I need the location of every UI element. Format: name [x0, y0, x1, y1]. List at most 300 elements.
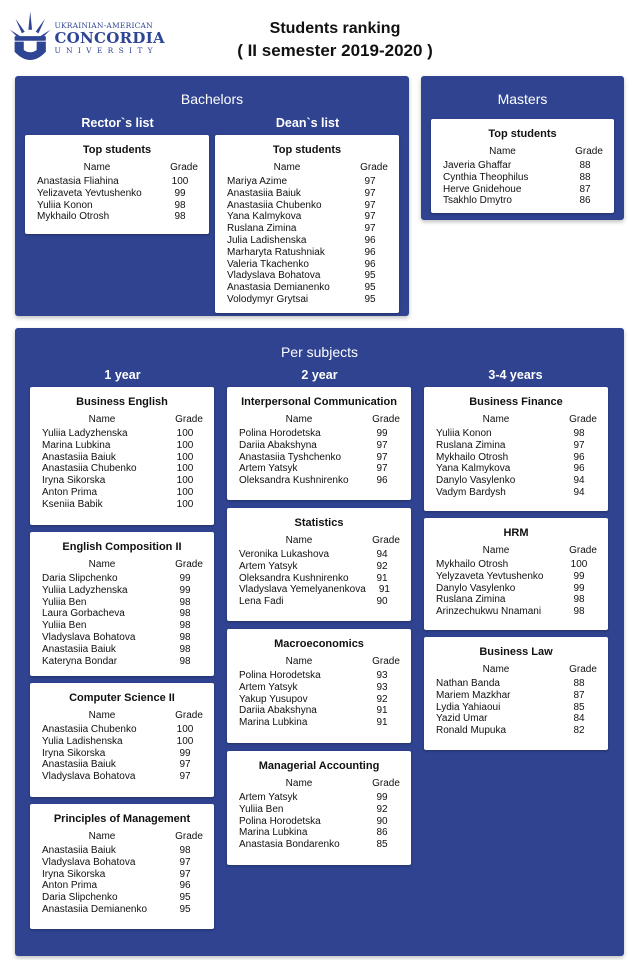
student-name: Anastasiia Chubenko [227, 199, 322, 211]
student-grade: 82 [573, 725, 585, 737]
table-header [227, 535, 411, 546]
table-row [424, 678, 608, 690]
table-row [30, 748, 214, 760]
subject-card-statistics [227, 508, 411, 621]
student-grade: 100 [176, 735, 194, 747]
table-header [30, 831, 214, 842]
table-row [30, 632, 214, 644]
student-name: Yuliia Ladyzhenska [42, 584, 128, 596]
table-row [30, 475, 214, 487]
table-body [30, 573, 214, 667]
table-body [227, 428, 411, 487]
student-name: Anastasiia Demianenko [42, 903, 148, 915]
table-row [215, 211, 399, 223]
column-header-grade: Grade [360, 162, 388, 173]
student-grade: 85 [376, 839, 388, 851]
column-header-grade: Grade [569, 414, 597, 425]
masters-top-students-card [431, 119, 614, 213]
student-grade: 99 [179, 584, 191, 596]
student-name: Iryna Sikorska [42, 868, 106, 880]
table-row [227, 428, 411, 440]
table-body [215, 176, 399, 306]
student-grade: 91 [376, 705, 388, 717]
student-grade: 86 [376, 827, 388, 839]
student-grade: 99 [573, 570, 585, 582]
table-row [227, 705, 411, 717]
student-name: Iryna Sikorska [42, 475, 106, 487]
student-name: Kateryna Bondar [42, 655, 118, 667]
student-grade: 98 [573, 428, 585, 439]
subject-title: Statistics [294, 517, 344, 529]
column-header-name: Name [88, 559, 116, 570]
table-row [424, 606, 608, 618]
table-body [227, 549, 411, 608]
column-header-name: Name [482, 664, 510, 675]
table-row [25, 211, 209, 223]
student-grade: 100 [176, 463, 194, 475]
student-grade: 98 [179, 596, 191, 608]
student-grade: 100 [176, 451, 194, 463]
student-grade: 97 [179, 856, 191, 868]
student-grade: 95 [364, 270, 376, 282]
title-line2: ( II semester 2019-2020 ) [237, 41, 433, 60]
student-name: Polina Horodetska [239, 428, 321, 439]
column-header-grade: Grade [175, 414, 203, 425]
student-name: Mariya Azime [227, 176, 288, 187]
table-row [30, 771, 214, 783]
table-row [30, 620, 214, 632]
student-grade: 96 [364, 246, 376, 258]
table-row [30, 573, 214, 585]
student-name: Yuliia Ben [42, 596, 87, 608]
year-label-2: 2 year [301, 368, 338, 382]
page-title [175, 20, 495, 61]
student-grade: 84 [573, 713, 585, 725]
column-header-grade: Grade [575, 146, 603, 157]
student-grade: 95 [179, 892, 191, 904]
student-name: Artem Yatsyk [239, 681, 298, 693]
student-name: Vladyslava Yemelyanenkova [239, 584, 366, 596]
student-grade: 96 [573, 451, 585, 463]
card-title: Top students [272, 144, 342, 156]
table-row [227, 670, 411, 682]
table-row [431, 184, 614, 196]
student-name: Iryna Sikorska [42, 747, 106, 759]
table-row [424, 690, 608, 702]
masters-title: Masters [497, 91, 548, 107]
student-grade: 91 [378, 584, 390, 596]
subject-title: Interpersonal Communication [241, 396, 397, 408]
student-grade: 97 [179, 771, 191, 783]
table-body [227, 670, 411, 729]
logo-main-text: CONCORDIA [54, 28, 165, 47]
column-header-name: Name [285, 535, 313, 546]
table-row [215, 259, 399, 271]
subject-card-business-law [424, 637, 608, 750]
student-grade: 99 [573, 582, 585, 594]
table-row [424, 475, 608, 487]
table-row [227, 827, 411, 839]
student-name: Mykhailo Otrosh [436, 451, 509, 463]
student-name: Herve Gnidehoue [443, 183, 522, 195]
table-body [30, 428, 214, 511]
rectors-list-card [25, 135, 209, 234]
student-name: Artem Yatsyk [239, 560, 298, 572]
student-name: Daria Slipchenko [42, 892, 118, 904]
student-grade: 100 [570, 559, 588, 570]
table-row [30, 845, 214, 857]
student-grade: 97 [179, 759, 191, 771]
student-name: Marharyta Ratushniak [227, 246, 325, 258]
table-row [431, 160, 614, 172]
student-grade: 93 [376, 681, 388, 693]
student-name: Anastasiia Chubenko [42, 463, 137, 475]
student-name: Yelyzaveta Yevtushenko [436, 570, 544, 582]
student-name: Yuliia Ben [239, 803, 284, 815]
student-grade: 95 [364, 282, 376, 294]
table-row [215, 270, 399, 282]
subject-card-principles-of-management [30, 804, 214, 929]
table-row [25, 200, 209, 212]
student-grade: 100 [176, 486, 194, 498]
table-row [215, 235, 399, 247]
student-name: Vladyslava Bohatova [42, 856, 136, 868]
table-row [424, 583, 608, 595]
table-row [215, 247, 399, 259]
student-grade: 93 [376, 670, 388, 681]
student-grade: 92 [376, 693, 388, 705]
student-grade: 100 [176, 498, 194, 510]
student-name: Daria Slipchenko [42, 573, 118, 584]
student-grade: 100 [176, 439, 194, 451]
statue-of-liberty-crown-icon [10, 9, 50, 67]
student-name: Danylo Vasylenko [436, 582, 516, 594]
student-grade: 96 [364, 234, 376, 246]
student-name: Marina Lubkina [239, 827, 308, 839]
student-name: Anastasia Bondarenko [239, 839, 340, 851]
student-grade: 91 [376, 717, 388, 729]
table-header [227, 414, 411, 425]
subject-title: Business Finance [469, 396, 563, 408]
table-header [424, 664, 608, 675]
table-header [227, 656, 411, 667]
student-grade: 97 [364, 176, 376, 187]
student-name: Ronald Mupuka [436, 725, 507, 737]
table-row [424, 428, 608, 440]
student-grade: 88 [579, 160, 591, 171]
year-label-1: 1 year [104, 368, 141, 382]
student-grade: 97 [364, 199, 376, 211]
student-grade: 100 [176, 475, 194, 487]
table-row [30, 892, 214, 904]
table-row [30, 597, 214, 609]
student-grade: 94 [573, 486, 585, 498]
student-grade: 96 [364, 258, 376, 270]
table-row [215, 176, 399, 188]
subject-title: Business English [76, 396, 168, 408]
student-name: Yakup Yusupov [239, 693, 308, 705]
table-row [30, 736, 214, 748]
table-body [30, 845, 214, 916]
column-header-name: Name [83, 162, 111, 173]
student-grade: 97 [364, 187, 376, 199]
column-header-grade: Grade [372, 414, 400, 425]
card-title: Top students [488, 128, 557, 140]
student-name: Dariia Abakshyna [239, 439, 317, 451]
student-grade: 99 [376, 792, 388, 803]
student-grade: 88 [579, 171, 591, 183]
student-grade: 99 [179, 573, 191, 584]
student-name: Julia Ladishenska [227, 234, 307, 246]
student-name: Laura Gorbacheva [42, 608, 125, 620]
table-row [30, 869, 214, 881]
table-row [215, 188, 399, 200]
student-name: Valeria Tkachenko [227, 258, 309, 270]
table-body [424, 559, 608, 618]
student-grade: 87 [573, 689, 585, 701]
table-row [227, 596, 411, 608]
subject-title: HRM [503, 527, 529, 539]
student-grade: 95 [364, 293, 376, 305]
student-grade: 97 [573, 439, 585, 451]
table-row [215, 200, 399, 212]
student-name: Yazid Umar [436, 713, 488, 725]
student-name: Lena Fadi [239, 596, 284, 608]
student-grade: 97 [376, 451, 388, 463]
student-grade: 97 [364, 223, 376, 235]
subject-title: English Composition II [62, 541, 182, 553]
student-grade: 98 [573, 606, 585, 618]
table-row [227, 717, 411, 729]
student-name: Anastasiia Baiuk [42, 845, 116, 856]
student-grade: 95 [179, 903, 191, 915]
table-row [227, 463, 411, 475]
table-row [30, 608, 214, 620]
table-row [424, 440, 608, 452]
student-name: Anastasiia Baiuk [42, 643, 116, 655]
table-row [227, 804, 411, 816]
table-body [25, 176, 209, 223]
table-row [431, 195, 614, 207]
student-grade: 100 [176, 428, 194, 439]
table-row [424, 463, 608, 475]
year-label-3-4: 3-4 years [488, 368, 543, 382]
student-name: Yuliia Ben [42, 620, 87, 632]
table-row [30, 499, 214, 511]
student-name: Yelizaveta Yevtushenko [37, 187, 142, 199]
table-row [227, 452, 411, 464]
student-name: Oleksandra Kushnirenko [239, 475, 349, 487]
student-name: Artem Yatsyk [239, 463, 298, 475]
column-header-grade: Grade [372, 535, 400, 546]
student-grade: 87 [579, 183, 591, 195]
student-grade: 88 [573, 678, 585, 689]
column-header-name: Name [285, 414, 313, 425]
student-name: Lydia Yahiaoui [436, 701, 501, 713]
table-row [30, 440, 214, 452]
table-row [30, 880, 214, 892]
column-header-name: Name [285, 778, 313, 789]
subject-card-macroeconomics [227, 629, 411, 743]
table-row [30, 759, 214, 771]
student-grade: 99 [179, 747, 191, 759]
table-row [30, 463, 214, 475]
table-row [30, 724, 214, 736]
table-row [30, 656, 214, 668]
student-name: Anastasia Demianenko [227, 282, 330, 294]
student-name: Marina Lubkina [42, 439, 111, 451]
table-body [424, 678, 608, 737]
student-grade: 99 [376, 428, 388, 439]
column-header-name: Name [88, 831, 116, 842]
student-name: Yuliia Ladyzhenska [42, 428, 128, 439]
student-grade: 90 [376, 815, 388, 827]
university-logo [10, 8, 165, 68]
student-name: Polina Horodetska [239, 670, 321, 681]
student-name: Yuliia Konon [436, 428, 492, 439]
table-header [30, 710, 214, 721]
student-grade: 97 [376, 463, 388, 475]
student-name: Anastasiia Chubenko [42, 724, 137, 735]
table-row [30, 644, 214, 656]
per-subjects-panel [15, 328, 624, 956]
student-grade: 98 [573, 594, 585, 606]
table-row [30, 857, 214, 869]
student-name: Ruslana Zimina [436, 439, 506, 451]
student-grade: 92 [376, 803, 388, 815]
student-name: Volodymyr Grytsai [227, 293, 309, 305]
table-header [227, 778, 411, 789]
card-title: Top students [82, 144, 152, 156]
table-row [215, 223, 399, 235]
student-name: Vladyslava Bohatova [42, 771, 136, 783]
student-grade: 96 [376, 475, 388, 487]
student-grade: 90 [376, 596, 388, 608]
table-row [227, 549, 411, 561]
table-header [30, 414, 214, 425]
table-header [424, 414, 608, 425]
table-row [227, 573, 411, 585]
student-name: Anton Prima [42, 486, 98, 498]
student-grade: 91 [376, 572, 388, 584]
title-line1: Students ranking [269, 20, 401, 37]
student-grade: 97 [179, 868, 191, 880]
student-name: Vladyslava Bohatova [227, 270, 321, 282]
student-name: Oleksandra Kushnirenko [239, 572, 349, 584]
student-name: Artem Yatsyk [239, 792, 298, 803]
table-row [227, 816, 411, 828]
column-header-grade: Grade [175, 559, 203, 570]
subject-card-interpersonal-communication [227, 387, 411, 500]
logo-top-text: UKRAINIAN-AMERICAN [54, 21, 153, 30]
table-row [25, 188, 209, 200]
subject-title: Computer Science II [69, 692, 175, 704]
table-row [424, 725, 608, 737]
subject-card-business-english [30, 387, 214, 525]
table-body [431, 160, 614, 207]
student-name: Ruslana Zimina [436, 594, 506, 606]
student-grade: 100 [171, 176, 189, 187]
subject-title: Managerial Accounting [258, 760, 380, 772]
subject-card-business-finance [424, 387, 608, 511]
table-row [30, 585, 214, 597]
table-row [431, 172, 614, 184]
student-name: Danylo Vasylenko [436, 475, 516, 487]
subject-card-computer-science-ii [30, 683, 214, 797]
column-header-name: Name [88, 414, 116, 425]
student-grade: 98 [179, 608, 191, 620]
subject-title: Principles of Management [53, 813, 191, 825]
student-name: Marina Lubkina [239, 717, 308, 729]
student-name: Yuliia Konon [37, 199, 93, 211]
student-grade: 94 [573, 475, 585, 487]
table-row [30, 487, 214, 499]
table-row [227, 440, 411, 452]
column-header-name: Name [482, 414, 510, 425]
student-name: Yulia Ladishenska [42, 735, 123, 747]
student-name: Tsakhlo Dmytro [443, 195, 512, 207]
student-name: Kseniia Babik [42, 498, 103, 510]
table-row [227, 682, 411, 694]
column-header-grade: Grade [569, 545, 597, 556]
table-row [30, 904, 214, 916]
student-name: Polina Horodetska [239, 815, 321, 827]
table-row [227, 792, 411, 804]
student-grade: 96 [573, 463, 585, 475]
student-name: Yana Kalmykova [436, 463, 511, 475]
table-row [227, 584, 411, 596]
column-header-grade: Grade [372, 778, 400, 789]
table-row [424, 487, 608, 499]
table-row [25, 176, 209, 188]
column-header-name: Name [285, 656, 313, 667]
student-name: Mariem Mazkhar [436, 689, 511, 701]
rectors-list-label: Rector`s list [81, 116, 154, 130]
table-header [30, 559, 214, 570]
student-name: Javeria Ghaffar [443, 160, 512, 171]
student-grade: 94 [376, 549, 388, 560]
student-grade: 98 [179, 620, 191, 632]
column-header-grade: Grade [372, 656, 400, 667]
table-row [215, 294, 399, 306]
student-name: Veronika Lukashova [239, 549, 330, 560]
student-name: Mykhailo Otrosh [37, 211, 110, 223]
student-name: Anastasia Fliahina [37, 176, 119, 187]
student-grade: 100 [176, 724, 194, 735]
deans-list-card [215, 135, 399, 313]
table-body [424, 428, 608, 499]
student-grade: 92 [376, 560, 388, 572]
student-name: Anastasiia Baiuk [227, 187, 301, 199]
student-name: Nathan Banda [436, 678, 500, 689]
table-row [424, 452, 608, 464]
table-row [227, 694, 411, 706]
student-name: Anton Prima [42, 880, 98, 892]
student-name: Dariia Abakshyna [239, 705, 317, 717]
table-row [424, 571, 608, 583]
table-row [30, 452, 214, 464]
student-name: Mykhailo Otrosh [436, 559, 509, 570]
student-name: Vadym Bardysh [436, 486, 506, 498]
table-row [30, 428, 214, 440]
student-grade: 98 [174, 199, 186, 211]
column-header-name: Name [482, 545, 510, 556]
column-header-grade: Grade [175, 710, 203, 721]
column-header-name: Name [489, 146, 516, 157]
logo-sub-text: UNIVERSITY [54, 45, 158, 55]
deans-list-label: Dean`s list [275, 116, 340, 130]
table-row [227, 839, 411, 851]
